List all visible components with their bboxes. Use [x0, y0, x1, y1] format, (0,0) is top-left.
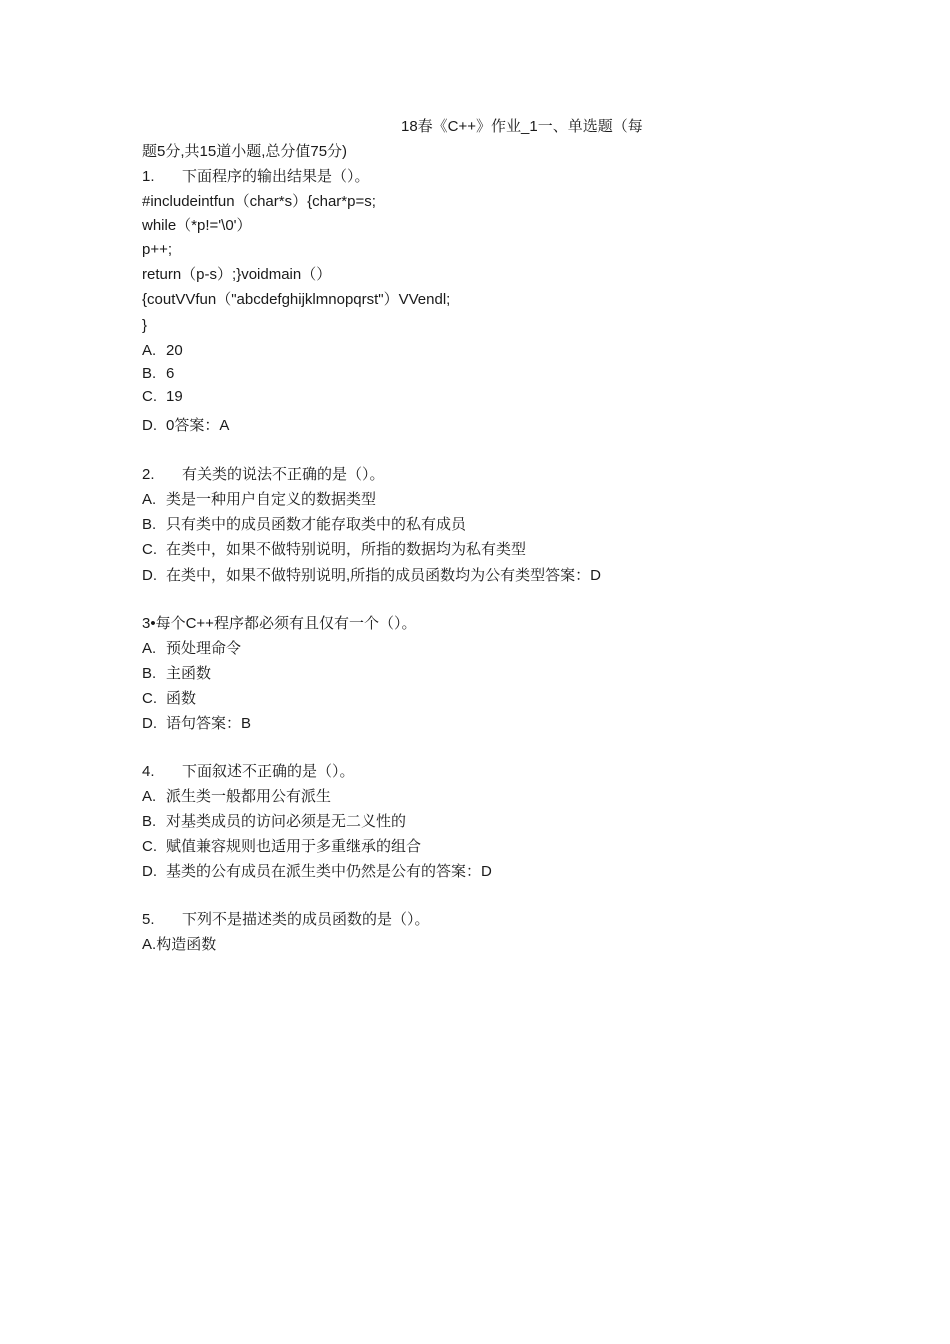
option-a — [142, 490, 376, 510]
code-line: return（p-s）;}voidmain（） — [142, 266, 332, 283]
option-c — [142, 837, 421, 857]
option-b — [142, 664, 211, 684]
option-letter: D. — [142, 715, 157, 732]
option-letter: A. — [142, 936, 157, 953]
option-text: 类是一种用户自定义的数据类型 — [166, 491, 377, 508]
option-letter: A. — [142, 491, 157, 508]
option-text: 主函数 — [166, 665, 212, 682]
option-a — [142, 787, 331, 807]
option-text: 0答案：A — [166, 417, 230, 434]
option-d — [142, 416, 229, 436]
option-letter: B. — [142, 365, 157, 382]
code-line: while（*p!='\0'） — [142, 217, 252, 234]
option-text: 语句答案：B — [166, 715, 252, 732]
question-text: 下列不是描述类的成员函数的是（）。 — [182, 911, 430, 928]
option-c — [142, 387, 183, 407]
option-a — [142, 935, 216, 955]
option-letter: A. — [142, 342, 157, 359]
option-b — [142, 812, 406, 832]
option-text: 在类中，如果不做特别说明，所指的数据均为私有类型 — [166, 541, 527, 558]
question-3 — [142, 614, 416, 634]
question-number: 2. — [142, 466, 155, 483]
option-text: 构造函数 — [156, 936, 217, 953]
option-c — [142, 689, 196, 709]
option-b — [142, 515, 466, 535]
option-letter: D. — [142, 417, 157, 434]
question-1 — [142, 167, 370, 187]
option-a — [142, 639, 241, 659]
option-letter: C. — [142, 388, 157, 405]
option-text: 基类的公有成员在派生类中仍然是公有的答案：D — [166, 863, 492, 880]
question-number: 3• — [142, 615, 156, 632]
option-text: 只有类中的成员函数才能存取类中的私有成员 — [166, 516, 467, 533]
option-letter: C. — [142, 541, 157, 558]
question-text: 下面叙述不正确的是（）。 — [182, 763, 355, 780]
option-text: 6 — [166, 365, 175, 382]
option-letter: C. — [142, 838, 157, 855]
option-letter: A. — [142, 640, 157, 657]
option-letter: D. — [142, 567, 157, 584]
option-text: 函数 — [166, 690, 197, 707]
code-line: p++; — [142, 241, 173, 258]
option-letter: A. — [142, 788, 157, 805]
question-text: 每个C++程序都必须有且仅有一个（）。 — [155, 615, 417, 632]
code-line: {coutVVfun（"abcdefghijklmnopqrst"）VVendl; — [142, 291, 451, 308]
question-text: 下面程序的输出结果是（）。 — [182, 168, 370, 185]
option-letter: B. — [142, 516, 157, 533]
code-line: } — [142, 317, 148, 334]
question-5 — [142, 910, 430, 930]
question-number: 1. — [142, 168, 155, 185]
option-text: 预处理命令 — [166, 640, 242, 657]
question-4 — [142, 762, 355, 782]
option-text: 派生类一般都用公有派生 — [166, 788, 332, 805]
question-text: 有关类的说法不正确的是（）。 — [182, 466, 385, 483]
option-c — [142, 540, 526, 560]
question-2 — [142, 465, 385, 485]
question-number: 4. — [142, 763, 155, 780]
option-text: 在类中，如果不做特别说明,所指的成员函数均为公有类型答案：D — [166, 567, 602, 584]
title-line-2: 题5分,共15道小题,总分值75分) — [142, 143, 348, 160]
option-text: 对基类成员的访问必须是无二义性的 — [166, 813, 407, 830]
option-letter: B. — [142, 665, 157, 682]
option-text: 19 — [166, 388, 183, 405]
option-d — [142, 714, 251, 734]
option-letter: B. — [142, 813, 157, 830]
option-text: 20 — [166, 342, 183, 359]
option-a — [142, 341, 183, 361]
question-number: 5. — [142, 911, 155, 928]
option-b — [142, 364, 174, 384]
option-d — [142, 566, 601, 586]
code-line: #includeintfun（char*s）{char*p=s; — [142, 193, 376, 210]
title-line-1: 18春《C++》作业_1一、单选题（每 — [401, 118, 643, 135]
option-text: 赋值兼容规则也适用于多重继承的组合 — [166, 838, 422, 855]
option-letter: C. — [142, 690, 157, 707]
option-d — [142, 862, 492, 882]
option-letter: D. — [142, 863, 157, 880]
